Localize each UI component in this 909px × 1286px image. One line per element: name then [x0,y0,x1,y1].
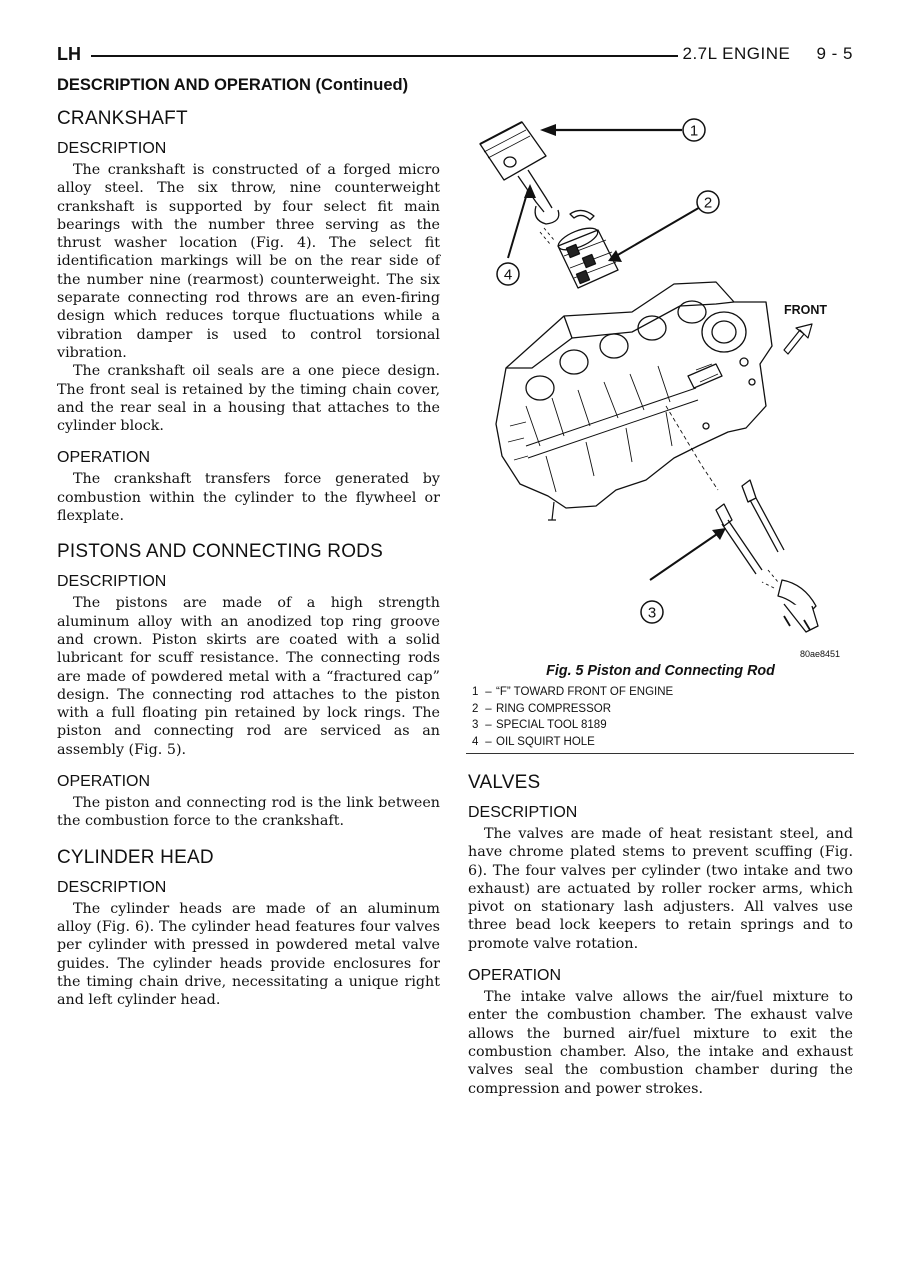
figure-legend [472,684,673,750]
crankshaft-description-heading: DESCRIPTION [57,140,167,157]
pistons-description-heading: DESCRIPTION [57,573,167,591]
cylinder-head-title: CYLINDER HEAD [57,846,214,868]
page-subtitle: DESCRIPTION AND OPERATION (Continued) [57,76,409,94]
special-tool-8189-drawing [716,480,784,574]
bearing-upper-drawing [570,210,594,220]
crankshaft-description-p1: The crankshaft is constructed of a forged micro alloy steel. The six throw, nine counterweight crankshaft is supported by four select fit main bearings with the number three serving as the thrust washer location (Fig. 4). The select fit identification markings will be on the rear side of the number nine (rearmost) counterweight. The six separate connecting rod throws are an even-firing design which reduces torque fluctuations while a vibration damper is used to control torsional vibration. [57,162,440,361]
valves-title: VALVES [468,772,541,793]
page-header [57,44,853,68]
ring-compressor-drawing [556,224,618,288]
figure-divider [466,753,854,754]
figure-code: 80ae8451 [800,649,841,659]
pistons-title: PISTONS AND CONNECTING RODS [57,541,383,563]
crankshaft-operation-p1: The crankshaft transfers force generated by combustion within the cylinder to the flywheel or flexplate. [57,471,440,525]
crankshaft-title: CRANKSHAFT [57,108,188,129]
cylinder-head-description-heading: DESCRIPTION [57,878,167,896]
figure-caption: Fig. 5 Piston and Connecting Rod [546,663,775,679]
callout-1: 1 [689,122,699,140]
legend-item: 4 – OIL SQUIRT HOLE [472,735,595,748]
cylinder-head-description-p1: The cylinder heads are made of an aluminum alloy (Fig. 6). The cylinder head features four valves per cylinder with pressed in powdered metal valve guides. The cylinder heads provide enclosures for the timing chain drive, necessitating a unique right and left cylinder head. [57,900,440,1009]
connecting-rod-drawing [518,170,559,244]
header-rule [91,55,678,57]
callout-3: 3 [647,604,657,622]
valves-operation-p1: The intake valve allows the air/fuel mixture to enter the combustion chamber. The exhaust valve allows the burned air/fuel mixture to exit the combustion chamber. Also, the intake and exhaust valves seal the combustion chamber during the compression and power strokes. [468,989,853,1097]
figure-piston-connecting-rod [466,106,856,664]
valves-operation-heading: OPERATION [468,967,562,985]
right-column [468,772,853,1098]
left-column [57,108,440,1009]
callout-4: 4 [503,266,513,284]
legend-item: 2 – RING COMPRESSOR [472,702,612,715]
valves-description-p1: The valves are made of heat resistant steel, and have chrome plated stems to prevent scuffing (Fig. 6). The four valves per cylinder (two intake and two exhaust) are actuated by roller rocker arms, which pivot on stationary lash adjusters. All valves use three bead lock keepers to retain springs and to promote valve rotation. [468,826,853,952]
piston-drawing [480,122,546,180]
front-label: FRONT [784,303,828,317]
header-section-code: LH [57,44,81,64]
pistons-description-p1: The pistons are made of a high strength aluminum alloy with an anodized top ring groove and crown. Piston skirts are coated with a solid lubricant for scuff resistance. The connecting rods are made of powdered metal with a “fractured cap” design. The connecting rod attaches to the piston with a full floating pin retained by lock rings. The piston and connecting rod are serviced as an assembly (Fig. 5). [57,595,440,758]
valves-description-heading: DESCRIPTION [468,804,578,821]
cylinder-block-drawing [496,282,772,520]
engine-block-illustration [466,106,856,664]
pistons-operation-heading: OPERATION [57,773,151,791]
header-page-info: 2.7L ENGINE 9 - 5 [682,44,853,63]
bearing-cap-drawing [762,570,818,632]
pistons-operation-p1: The piston and connecting rod is the link between the combustion force to the crankshaft. [57,795,440,830]
crankshaft-operation-heading: OPERATION [57,449,151,467]
callout-2: 2 [703,194,713,212]
legend-item: 3 – SPECIAL TOOL 8189 [472,719,607,732]
legend-item: 1 – “F” TOWARD FRONT OF ENGINE [472,686,674,698]
front-arrow-icon [784,324,812,354]
crankshaft-description-p2: The crankshaft oil seals are a one piece design. The front seal is retained by the timing chain cover, and the rear seal in a housing that attaches to the cylinder block. [57,363,440,435]
